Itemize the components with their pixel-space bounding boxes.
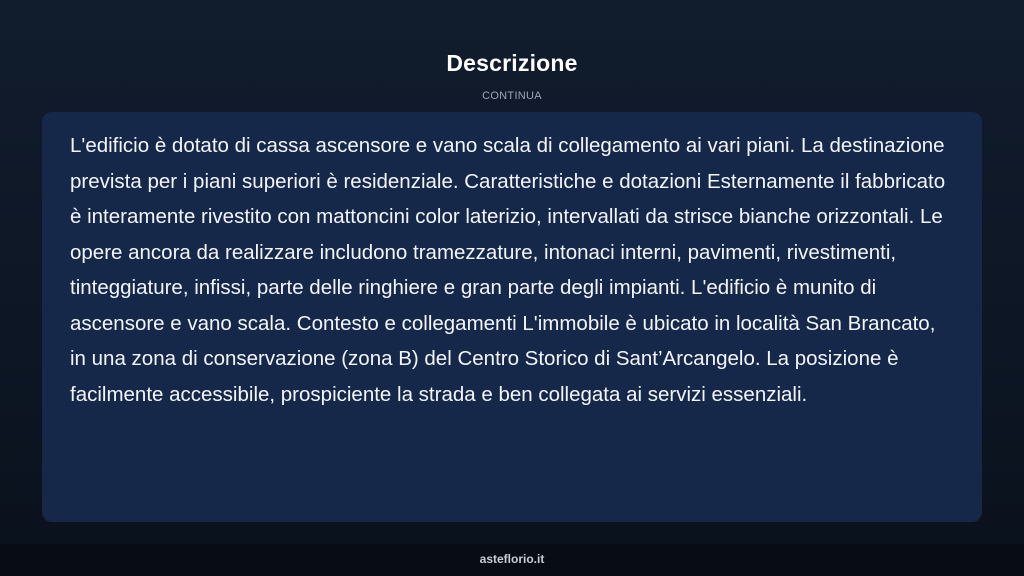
description-text: L'edificio è dotato di cassa ascensore e vano scala di collegamento ai vari piani. La destinazione prevista per i piani superiori è residenziale. Caratteristiche e dotazioni Esternamente il fabbricato è interamente rivestito con mattoncini color laterizio, intervallati da strisce bianche orizzontali. Le opere ancora da realizzare includono tramezzature, intonaci interni, pavimenti, rivestimenti, tinteggiature, infissi, parte delle ringhiere e gran parte degli impianti. L'edificio è munito di ascensore e vano scala. Contesto e collegamenti L'immobile è ubicato in località San Brancato, in una zona di conservazione (zona B) del Centro Storico di Sant’Arcangelo. La posizione è facilmente accessibile, prospiciente la strada e ben collegata ai servizi essenziali. — [70, 134, 946, 406]
footer-bar — [0, 544, 1024, 576]
footer-site-label: asteflorio.it — [479, 552, 545, 566]
page-title: Descrizione — [446, 50, 578, 76]
page-subtitle: CONTINUA — [482, 90, 542, 102]
description-card — [42, 112, 982, 522]
